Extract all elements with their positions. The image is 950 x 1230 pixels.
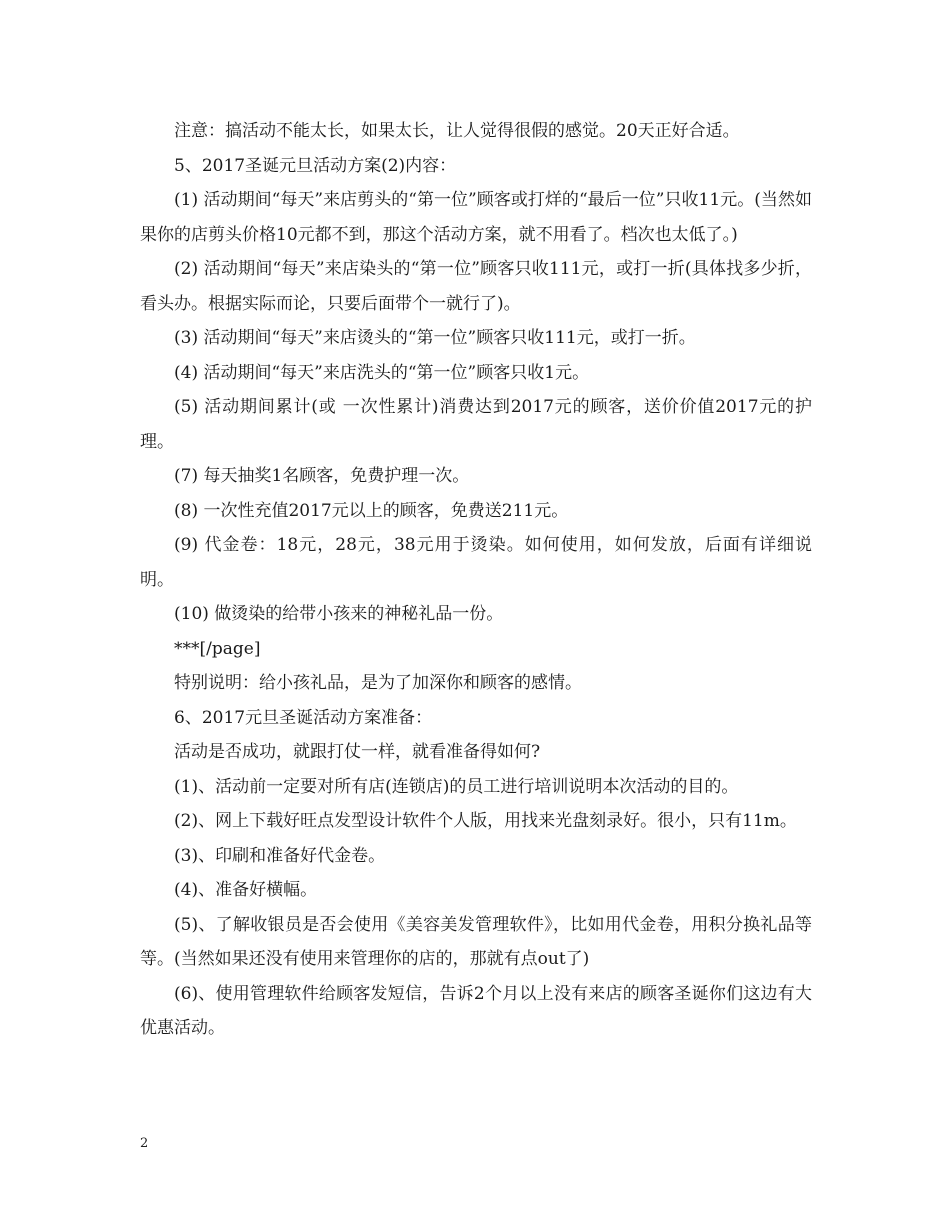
heading-section-6: 6、2017元旦圣诞活动方案准备：: [174, 707, 433, 728]
heading-section-5: 5、2017圣诞元旦活动方案(2)内容：: [174, 155, 457, 176]
paragraph-item-7: (7) 每天抽奖1名顾客，免费护理一次。: [174, 466, 470, 486]
paragraph-prep-1: (1)、活动前一定要对所有店(连锁店)的员工进行培训说明本次活动的目的。: [174, 776, 739, 797]
document-body: [140, 114, 812, 1046]
paragraph-special-note: 特别说明：给小孩礼品，是为了加深你和顾客的感情。: [174, 673, 582, 693]
paragraph-intro: 活动是否成功，就跟打仗一样，就看准备得如何?: [174, 742, 541, 762]
paragraph-prep-5: (5)、了解收银员是否会使用《美容美发管理软件》，比如用代金卷，用积分换礼品等等。(当然如果还没有使用来管理你的店的，那就有点out了): [140, 914, 812, 969]
paragraph-item-9: (9) 代金卷：18元，28元，38元用于烫染。如何使用，如何发放，后面有详细说明。: [140, 535, 812, 590]
paragraph-item-4: (4) 活动期间“每天”来店洗头的“第一位”顾客只收1元。: [174, 362, 590, 383]
paragraph-prep-4: (4)、准备好横幅。: [174, 880, 318, 900]
paragraph-prep-6: (6)、使用管理软件给顾客发短信，告诉2个月以上没有来店的顾客圣诞你们这边有大优惠活动。: [140, 983, 812, 1038]
paragraph-prep-3: (3)、印刷和准备好代金卷。: [174, 845, 386, 866]
paragraph-item-3: (3) 活动期间“每天”来店烫头的“第一位”顾客只收111元，或打一折。: [174, 328, 696, 348]
paragraph-item-5: (5) 活动期间累计(或 一次性累计)消费达到2017元的顾客，送价价值2017元的护理。: [140, 397, 812, 452]
paragraph-note: 注意：搞活动不能太长，如果太长，让人觉得很假的感觉。20天正好合适。: [174, 121, 740, 141]
page-number: 2: [140, 1136, 149, 1151]
page-marker: ***[/page]: [174, 638, 261, 659]
paragraph-item-8: (8) 一次性充值2017元以上的顾客，免费送211元。: [174, 500, 569, 521]
paragraph-prep-2: (2)、网上下载好旺点发型设计软件个人版，用找来光盘刻录好。很小，只有11m。: [174, 811, 797, 831]
paragraph-item-2: (2) 活动期间“每天”来店染头的“第一位”顾客只收111元，或打一折(具体找多少折，看头办。根据实际而论，只要后面带个一就行了)。: [140, 259, 812, 314]
paragraph-item-1: (1) 活动期间“每天”来店剪头的“第一位”顾客或打烊的“最后一位”只收11元。(当然如果你的店剪头价格10元都不到，那这个活动方案，就不用看了。档次也太低了。): [140, 190, 812, 245]
paragraph-item-10: (10) 做烫染的给带小孩来的神秘礼品一份。: [174, 604, 504, 624]
